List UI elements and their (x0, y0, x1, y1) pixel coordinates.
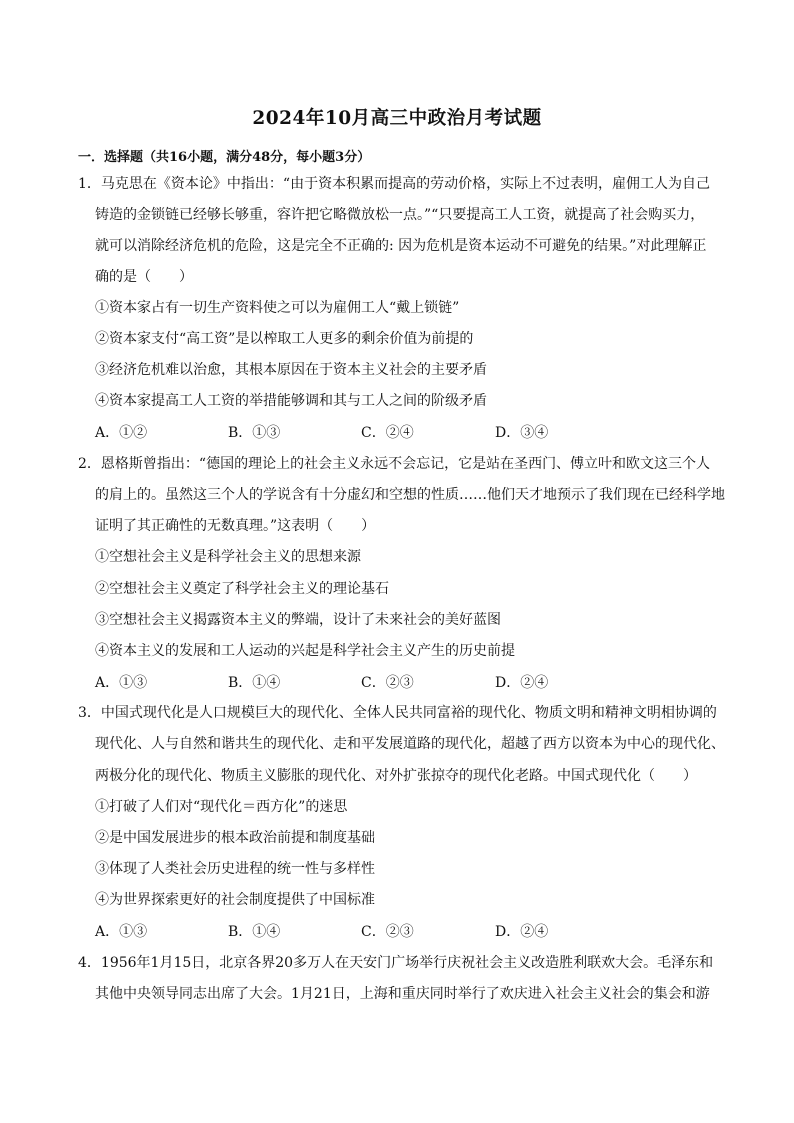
question-1-choice-a[interactable]: A．①② (95, 425, 148, 441)
question-1-stem-line-1: 1．马克思在《资本论》中指出：“由于资本积累而提高的劳动价格，实际上不过表明，雇佣工人为自己 (78, 176, 711, 192)
question-3-option-4: ④为世界探索更好的社会制度提供了中国标准 (95, 892, 375, 908)
question-1-choice-b[interactable]: B．①③ (228, 425, 281, 441)
question-1-stem-line-3: 就可以消除经济危机的危险，这是完全不正确的: 因为危机是资本运动不可避免的结果。”对此理解正 (95, 238, 707, 254)
question-1-stem-line-2: 铸造的金锁链已经够长够重，容许把它略微放松一点。”“只要提高工人工资，就提高了社会购买力， (95, 207, 705, 223)
question-1-stem-line-4: 确的是（ ） (95, 269, 193, 285)
question-3-choices (95, 922, 655, 942)
question-2-option-4: ④资本主义的发展和工人运动的兴起是科学社会主义产生的历史前提 (95, 643, 515, 659)
question-2-option-1: ①空想社会主义是科学社会主义的思想来源 (95, 549, 361, 565)
question-2-choices (95, 673, 655, 693)
question-1-option-4: ④资本家提高工人工资的举措能够调和其与工人之间的阶级矛盾 (95, 393, 487, 409)
question-3-choice-c[interactable]: C．②③ (361, 924, 414, 940)
question-3-choice-d[interactable]: D．②④ (495, 924, 549, 940)
question-3-option-3: ③体现了人类社会历史进程的统一性与多样性 (95, 861, 375, 877)
section-header: 一．选择题（共16小题，满分48分，每小题3分） (78, 150, 371, 165)
question-1-option-2: ②资本家支付“高工资”是以榨取工人更多的剩余价值为前提的 (95, 331, 474, 347)
question-2-option-2: ②空想社会主义奠定了科学社会主义的理论基石 (95, 581, 389, 597)
question-4-stem-line-1: 4．1956年1月15日，北京各界20多万人在天安门广场举行庆祝社会主义改造胜利联欢大会。毛泽东和 (78, 955, 714, 971)
question-3-option-1: ①打破了人们对“现代化＝西方化”的迷思 (95, 799, 348, 815)
question-2-stem-line-3: 证明了其正确性的无数真理。”这表明（ ） (95, 518, 376, 534)
question-1-choice-d[interactable]: D．③④ (495, 425, 549, 441)
question-3-option-2: ②是中国发展进步的根本政治前提和制度基础 (95, 830, 375, 846)
question-2-option-3: ③空想社会主义揭露资本主义的弊端，设计了未来社会的美好蓝图 (95, 612, 501, 628)
question-2-choice-c[interactable]: C．②③ (361, 675, 414, 691)
question-1-choices (95, 423, 655, 443)
page-title: 2024年10月高三中政治月考试题 (252, 108, 542, 129)
question-2-choice-b[interactable]: B．①④ (228, 675, 281, 691)
question-2-choice-a[interactable]: A．①③ (95, 675, 148, 691)
question-2-choice-d[interactable]: D．②④ (495, 675, 549, 691)
question-3-choice-a[interactable]: A．①③ (95, 924, 148, 940)
question-3-stem-line-3: 两极分化的现代化、物质主义膨胀的现代化、对外扩张掠夺的现代化老路。中国式现代化（ ） (95, 768, 697, 784)
question-3-choice-b[interactable]: B．①④ (228, 924, 281, 940)
question-4-stem-line-2: 其他中央领导同志出席了大会。1月21日，上海和重庆同时举行了欢庆进入社会主义社会的集会和游 (95, 986, 710, 1002)
question-2-stem-line-1: 2．恩格斯曾指出：“德国的理论上的社会主义永远不会忘记，它是站在圣西门、傅立叶和欧文这三个人 (78, 456, 711, 472)
question-1-option-1: ①资本家占有一切生产资料使之可以为雇佣工人“戴上锁链” (95, 300, 460, 316)
question-2-stem-line-2: 的肩上的。虽然这三个人的学说含有十分虚幻和空想的性质……他们天才地预示了我们现在已经科学地 (95, 487, 725, 503)
question-3-stem-line-2: 现代化、人与自然和谐共生的现代化、走和平发展道路的现代化，超越了西方以资本为中心的现代化、 (95, 736, 725, 752)
question-1-option-3: ③经济危机难以治愈，其根本原因在于资本主义社会的主要矛盾 (95, 362, 487, 378)
question-1-choice-c[interactable]: C．②④ (361, 425, 414, 441)
question-3-stem-line-1: 3．中国式现代化是人口规模巨大的现代化、全体人民共同富裕的现代化、物质文明和精神文明相协调的 (78, 705, 717, 721)
